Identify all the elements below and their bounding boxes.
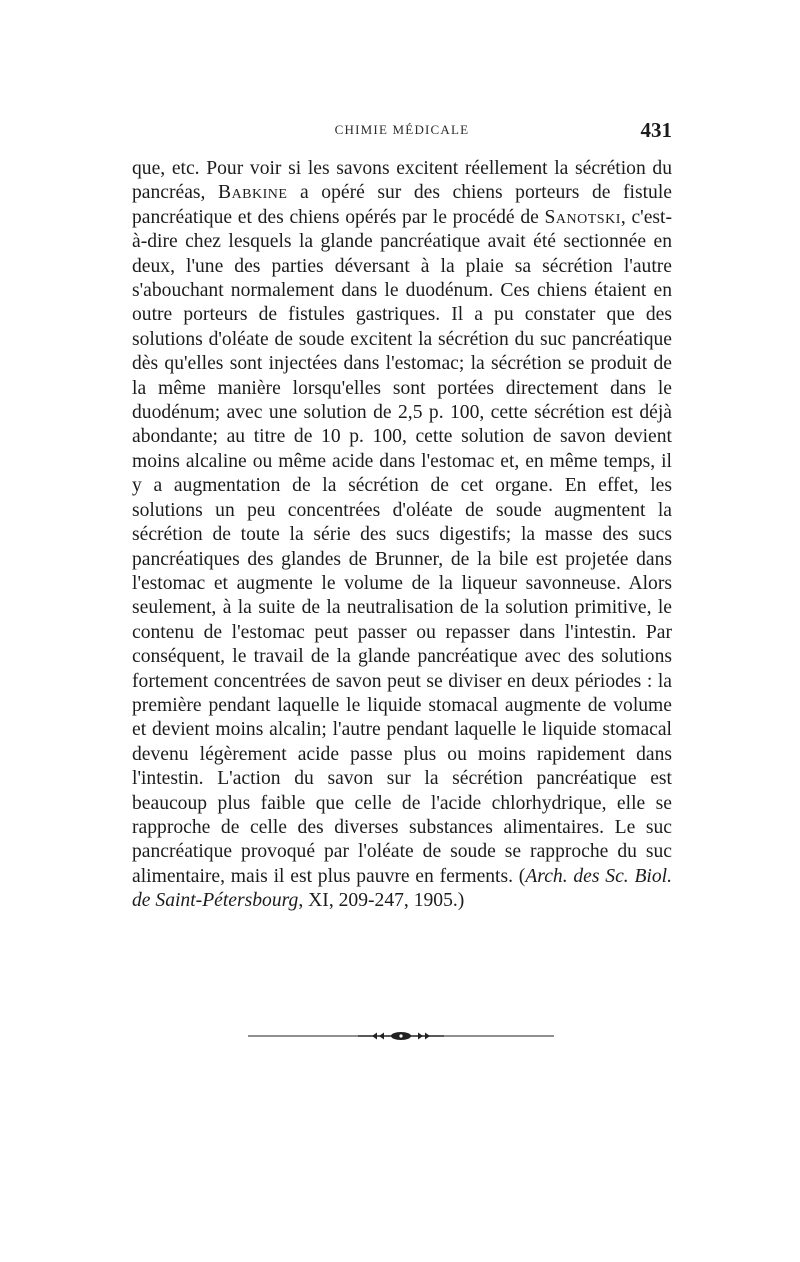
author-name-sanotski: Sanotski xyxy=(544,206,621,228)
body-text-segment: , XI, 209-247, 1905.) xyxy=(298,890,465,912)
body-paragraph xyxy=(132,157,672,914)
author-name-babkine: Babkine xyxy=(218,182,288,204)
running-head xyxy=(132,118,672,144)
journal-citation: Arch. des Sc. Biol. de Saint-Pétersbourg xyxy=(132,865,672,912)
body-text-segment: a opéré sur des chiens porteurs de fistule pancréatique et des chiens opérés par le procédé de xyxy=(132,182,672,228)
body-text-segment: que, etc. Pour voir si les savons excitent réellement la sécrétion du pancréas, xyxy=(132,158,672,204)
end-of-section-ornament-icon xyxy=(248,1030,554,1042)
body-text-segment: , c'est-à-dire chez lesquels la glande pancréatique avait été sectionnée en deux, l'une des parties déversant à la plaie sa sécrétion l'autre s'abouchant normalement dans le duodénum. Ces chiens étaient en outre porteurs de fistules gastriques. Il a pu constater que des solutions d'oléate de soude excitent la sécrétion du suc pancréatique dès qu'elles sont injectées dans l'estomac; la sécrétion se produit de la même manière lorsqu'elles sont portées directement dans le duodénum; avec une solution de 2,5 p. 100, cette sécrétion est déjà abondante; au titre de 10 p. 100, cette solution de savon devient moins alcaline ou même acide dans l'estomac et, en même temps, il y a augmentation de la sécrétion de cet organe. En effet, les solutions un peu concentrées d'oléate de soude augmentent la sécrétion de toute la série des sucs digestifs; la masse des sucs pancréatiques des glandes de Brunner, de la bile est projetée dans l'estomac et augmente le volume de la liqueur savonneuse. Alors seulement, à la suite de la neutralisation de la solution primitive, le contenu de l'estomac peut passer ou repasser dans l'intestin. Par conséquent, le travail de la glande pancréatique avec des solutions fortement concentrées de savon peut se diviser en deux périodes : la première pendant laquelle le liquide stomacal augmente de volume et devient moins alcalin; l'autre pendant laquelle le liquide stomacal devenu légèrement acide passe plus ou moins rapidement dans l'intestin. L'action du savon sur la sécrétion pancréatique est beaucoup plus faible que celle de l'acide chlorhydrique, elle se rapproche de celle des diverses substances alimentaires. Le suc pancréatique provoqué par l'oléate de soude se rapproche du suc alimentaire, mais il est plus pauvre en ferments. ( xyxy=(132,206,672,887)
running-title: CHIMIE MÉDICALE xyxy=(334,122,470,137)
page-number: 431 xyxy=(640,118,672,142)
